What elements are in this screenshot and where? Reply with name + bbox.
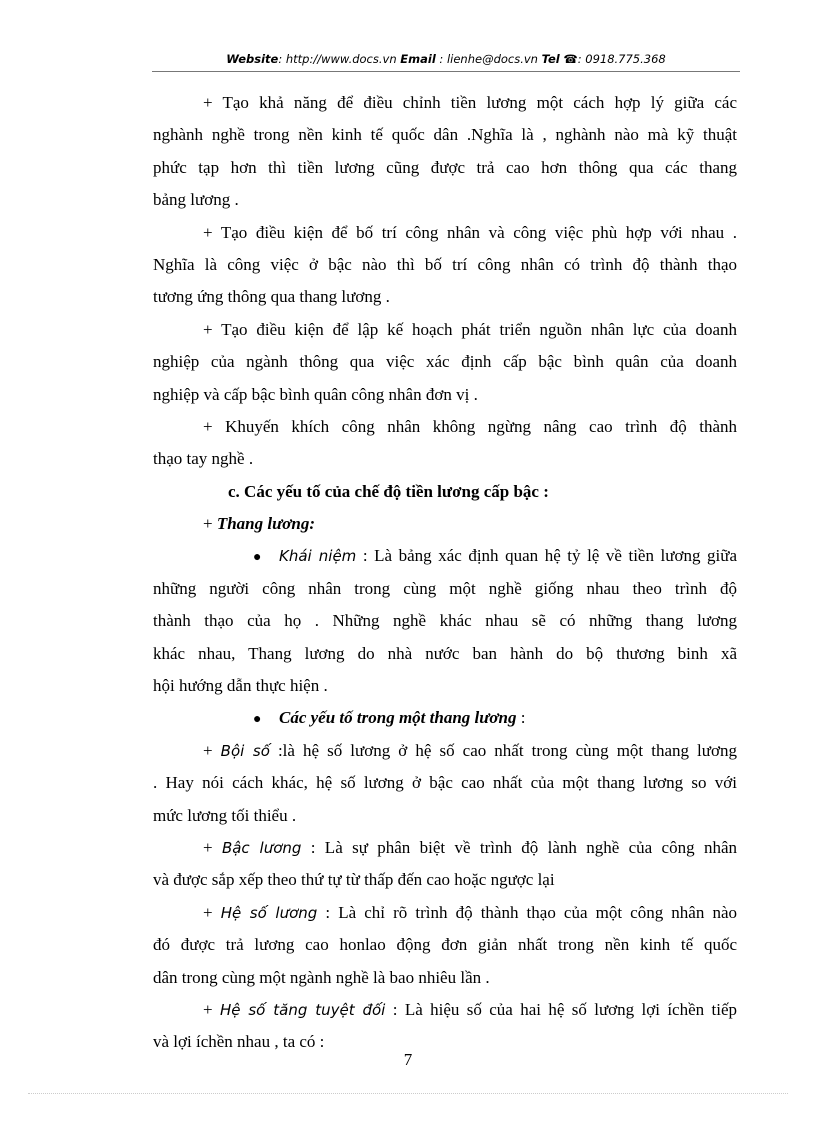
text-line: những người công nhân trong cùng một nghề giống nhau theo trình độ	[153, 578, 737, 598]
telephone-icon: ☎	[563, 52, 578, 66]
text-line: nghiệp của ngành thông qua việc xác định cấp bậc bình quân của doanh	[153, 352, 737, 372]
text-line: tương ứng thông qua thang lương .	[153, 287, 390, 307]
text-line: và được sắp xếp theo thứ tự từ thấp đến cao hoặc ngược lại	[153, 870, 555, 890]
text-line: nghành nghề trong nền kinh tế quốc dân .Nghĩa là , nghành nào mà kỹ thuật	[153, 125, 737, 145]
term-italic: Hệ số tăng tuyệt đối	[219, 1000, 386, 1019]
page-number: 7	[403, 1050, 413, 1069]
definition-line	[153, 735, 737, 767]
line-prefix: +	[203, 999, 220, 1019]
line-prefix: +	[203, 902, 221, 922]
line-rest: : Là chỉ rõ trình độ thành thạo của một công nhân nào	[317, 902, 737, 922]
text-line: dân trong cùng một ngành nghề là bao nhiêu lần .	[153, 967, 490, 987]
document-body	[153, 87, 737, 1059]
subheading-term: Thang lương:	[216, 514, 316, 534]
text-line: + Tạo điều kiện để lập kế hoạch phát triển nguồn nhân lực của doanh	[203, 319, 737, 339]
website-label: Website	[226, 52, 279, 66]
definition-line	[153, 832, 737, 864]
term-italic: Bậc lương	[221, 838, 302, 857]
text-line: khác nhau, Thang lương do nhà nước ban hành do bộ thương binh xã	[153, 643, 737, 663]
email-value: : lienhe@docs.vn	[435, 52, 538, 66]
term-italic: Khái niệm	[279, 547, 357, 566]
line-rest: : Là hiệu số của hai hệ số lương lợi íchền tiếp	[385, 999, 737, 1019]
text-line: + Khuyến khích công nhân không ngừng nâng cao trình độ thành	[203, 416, 737, 436]
text-line: phức tạp hơn thì tiền lương cũng được trả cao hơn thông qua các thang	[153, 157, 737, 177]
page-header	[152, 52, 740, 66]
email-label: Email	[400, 52, 436, 66]
text-line: hội hướng dẫn thực hiện .	[153, 676, 328, 696]
text-line: và lợi íchền nhau , ta có :	[153, 1032, 325, 1052]
definition-line	[153, 897, 737, 929]
text-line: đó được trả lương cao honlao động đơn giản nhất trong nền kinh tế quốc	[153, 935, 737, 955]
tel-value: : 0918.775.368	[577, 52, 666, 66]
tel-label: Tel	[541, 52, 560, 66]
line-prefix: +	[203, 837, 222, 857]
subheading-line	[153, 508, 737, 540]
text-line: + Tạo điều kiện để bố trí công nhân và công việc phù hợp với nhau .	[203, 222, 737, 242]
text-line: bảng lương .	[153, 190, 239, 210]
line-prefix: +	[203, 740, 221, 760]
page-bottom-divider	[28, 1093, 788, 1094]
text-line: mức lương tối thiểu .	[153, 805, 297, 825]
line-rest: : Là bảng xác định quan hệ tỷ lệ về tiền lương giữa	[356, 546, 737, 566]
section-heading: c. Các yếu tố của chế độ tiền lương cấp bậc :	[228, 481, 549, 501]
bullet-line	[153, 540, 737, 572]
text-line: + Tạo khả năng để điều chỉnh tiền lương một cách hợp lý giữa các	[203, 93, 737, 112]
text-line: nghiệp và cấp bậc bình quân công nhân đơn vị .	[153, 384, 478, 404]
line-rest: :là hệ số lương ở hệ số cao nhất trong cùng một thang lương	[269, 740, 737, 760]
text-line: . Hay nói cách khác, hệ số lương ở bậc cao nhất của một thang lương so với	[153, 773, 737, 793]
text-line: thành thạo của họ . Những nghề khác nhau sẽ có những thang lương	[153, 611, 737, 631]
header-divider	[152, 71, 740, 72]
text-line: thạo tay nghề .	[153, 449, 254, 469]
term-bold-italic: Các yếu tố trong một thang lương	[279, 708, 517, 728]
line-rest: :	[516, 708, 526, 728]
term-italic: Hệ số lương	[220, 903, 318, 922]
website-value: : http://www.docs.vn	[278, 52, 397, 66]
bullet-line	[153, 702, 737, 734]
text-line: Nghĩa là công việc ở bậc nào thì bố trí công nhân có trình độ thành thạo	[153, 254, 737, 274]
bullet-icon: ●	[253, 550, 262, 566]
term-italic: Bội số	[220, 741, 270, 760]
line-prefix: +	[203, 514, 217, 534]
line-rest: : Là sự phân biệt về trình độ lành nghề của công nhân	[301, 837, 737, 857]
bullet-icon: ●	[253, 712, 262, 728]
definition-line	[153, 994, 737, 1026]
